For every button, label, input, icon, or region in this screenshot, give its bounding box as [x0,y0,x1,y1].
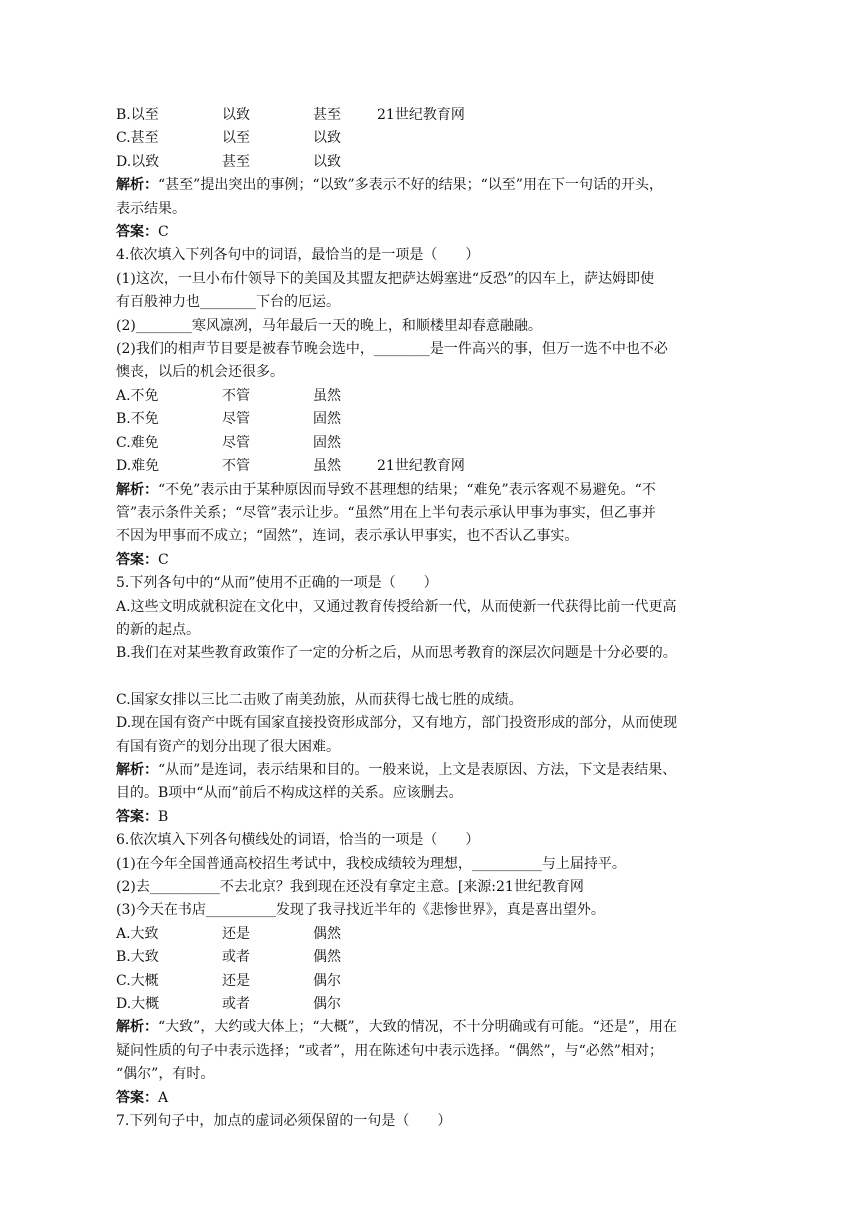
option-label: B.不免 [116,411,159,428]
analysis-line: 不因为甲事而不成立；“固然”，连词，表示承认甲事实，也不否认乙事实。 [116,528,579,545]
question-line: B.我们在对某些教育政策作了一定的分析之后，从而思考教育的深层次问题是十分必要的。 [116,645,677,662]
analysis-line [116,1016,746,1039]
option-word: 或者 [222,949,250,966]
analysis-line [116,198,746,221]
option-word: 以至 [222,130,250,147]
answer-value: C [158,224,169,241]
analysis-label: 解析： [116,177,158,194]
question-line: (2)去__________不去北京？我到现在还没有拿定主意。[来源:21世纪教育网 [116,879,584,895]
option-word: 还是 [222,925,250,942]
analysis-label: 解析： [116,481,158,498]
option-row [116,455,746,478]
option-word: 尽管 [222,434,250,451]
option-word: 固然 [313,434,341,451]
option-word: 固然 [313,411,341,428]
question-stem: 4.依次填入下列各句中的词语，最恰当的是一项是（ ） [116,247,480,264]
option-label: B.大致 [116,949,159,966]
question-stem: 6.依次填入下列各句横线处的词语，恰当的一项是（ ） [116,832,480,849]
question-line: (2)我们的相声节目要是被春节晚会选中，________是一件高兴的事，但万一选不中也不必 [116,341,668,358]
option-row [116,127,746,150]
option-word: 偶然 [313,949,341,966]
option-row [116,923,746,946]
question-stem: 7.下列句子中，加点的虚词必须保留的一句是（ ） [116,1113,452,1130]
analysis-text: “甚至”提出突出的事例；“以致”多表示不好的结果；“以至”用在下一句话的开头， [158,177,663,194]
analysis-text: “不免”表示由于某种原因而导致不甚理想的结果；“难免”表示客观不易避免。“不 [158,481,656,498]
analysis-line [116,479,746,502]
option-row [116,385,746,408]
option-word: 偶然 [313,925,341,942]
analysis-line [116,174,746,197]
option-word: 不管 [222,387,250,404]
question-line: 有国有资产的划分出现了很大困难。 [116,738,340,755]
option-label: D.以致 [116,153,160,170]
option-label: B.以至 [116,107,159,123]
analysis-line: “偶尔”，有时。 [116,1066,215,1083]
option-row [116,408,746,431]
option-word: 尽管 [222,411,250,428]
document-page [116,104,746,1133]
analysis-label: 解析： [116,761,158,778]
question-line: 有百般神力也________下台的厄运。 [116,294,340,311]
analysis-line [116,759,746,782]
option-word: 偶尔 [313,972,341,989]
option-word: 甚至 [222,153,250,170]
question-line: 懊丧，以后的机会还很多。 [116,364,284,381]
answer-value: B [158,808,169,825]
option-word: 以致 [222,107,250,123]
question-line: (3)今天在书店__________发现了我寻找近半年的《悲惨世界》，真是喜出望外。 [116,902,605,919]
answer-value: C [158,551,169,568]
question-line: (2)________寒风凛冽，马年最后一天的晚上，和顺楼里却春意融融。 [116,317,542,334]
question-line: 的新的起点。 [116,621,200,638]
answer-value: A [158,1089,169,1106]
analysis-label: 解析： [116,1019,158,1036]
question-line: (1)这次，一旦小布什领导下的美国及其盟友把萨达姆塞进“反恐”的囚车上，萨达姆即使 [116,270,655,287]
analysis-text: 表示结果。 [116,200,186,217]
option-word: 虽然 [313,387,341,404]
option-word: 偶尔 [313,996,341,1013]
analysis-text: “大致”，大约或大体上；“大概”，大致的情况，不十分明确或有可能。“还是”，用在 [158,1019,677,1036]
option-row [116,970,746,993]
option-word: 以致 [313,130,341,147]
option-label: C.难免 [116,434,159,451]
option-row [116,432,746,455]
question-line: C.国家女排以三比二击败了南美劲旅，从而获得七战七胜的成绩。 [116,691,523,708]
analysis-line: 管”表示条件关系；“尽管”表示让步。“虽然”用在上半句表示承认甲事为事实，但乙事并 [116,504,656,521]
analysis-line: 目的。B项中“从而”前后不构成这样的关系。应该删去。 [116,785,463,802]
option-label: A.大致 [116,925,159,942]
option-row [116,946,746,969]
analysis-text: “从而”是连词，表示结果和目的。一般来说，上文是表原因、方法，下文是表结果、 [158,761,677,778]
question-line: D.现在国有资产中既有国家直接投资形成部分，又有地方，部门投资形成的部分，从而使现 [116,715,678,732]
option-note: 21世纪教育网 [377,458,465,475]
answer-label: 答案： [116,808,158,825]
answer-line [116,1087,746,1110]
question-stem: 5.下列各句中的“从而”使用不正确的一项是（ ） [116,575,438,592]
option-label: C.甚至 [116,130,159,147]
blank-line [116,666,746,689]
option-label: C.大概 [116,972,159,989]
answer-line [116,221,746,244]
option-word: 或者 [222,996,250,1013]
option-word: 还是 [222,972,250,989]
option-label: D.大概 [116,996,160,1013]
option-note: 21世纪教育网 [377,107,465,123]
answer-label: 答案： [116,551,158,568]
option-word: 不管 [222,458,250,475]
question-line: (1)在今年全国普通高校招生考试中，我校成绩较为理想，__________与上届持平。 [116,855,626,872]
option-row [116,151,746,174]
option-word: 甚至 [313,107,341,123]
answer-line [116,549,746,572]
option-word: 虽然 [313,458,341,475]
answer-label: 答案： [116,224,158,241]
option-label: D.难免 [116,458,160,475]
option-word: 以致 [313,153,341,170]
answer-label: 答案： [116,1089,158,1106]
option-label: A.不免 [116,387,159,404]
question-line: A.这些文明成就积淀在文化中，又通过教育传授给新一代，从而使新一代获得比前一代更高 [116,598,677,615]
option-row [116,104,746,127]
analysis-line: 疑问性质的句子中表示选择；“或者”，用在陈述句中表示选择。“偶然”，与“必然”相对； [116,1042,663,1059]
option-row [116,993,746,1016]
answer-line [116,806,746,829]
